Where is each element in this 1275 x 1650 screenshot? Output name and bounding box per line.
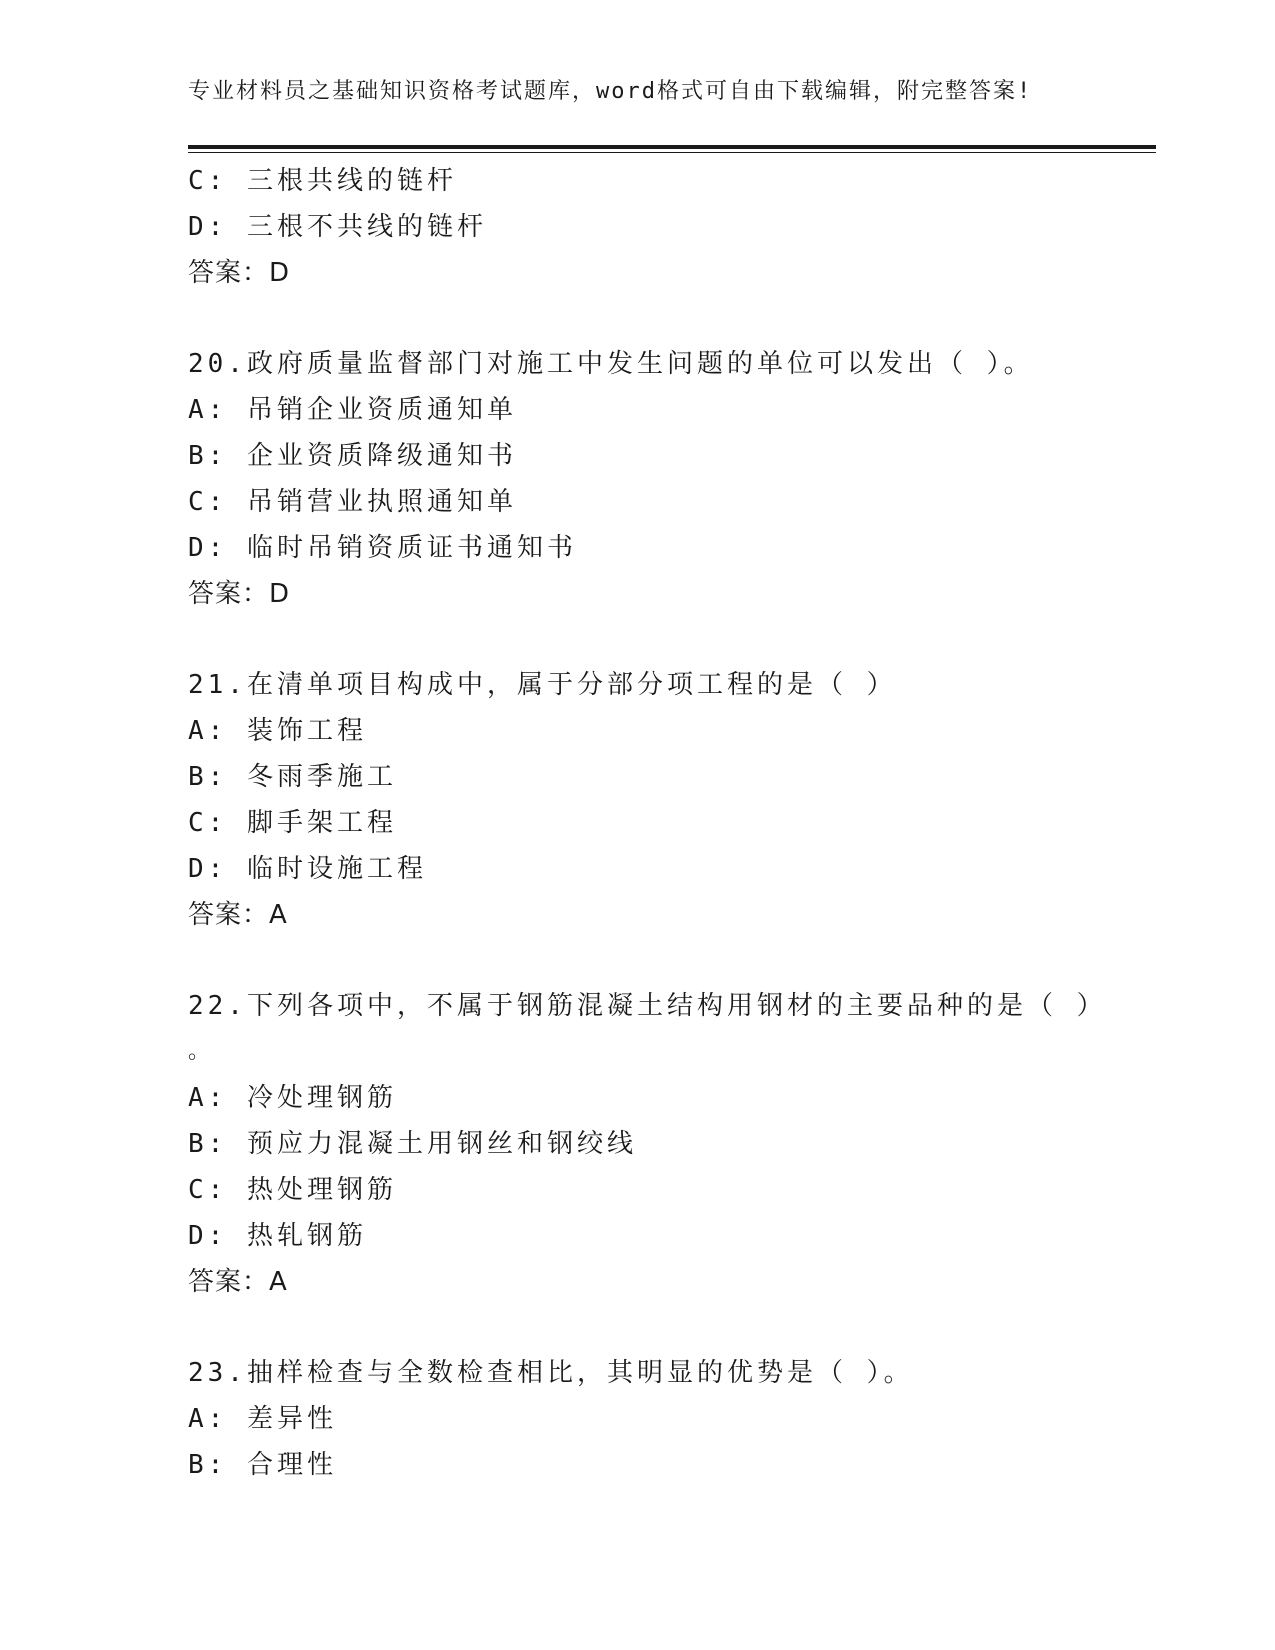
answer-line: 答案：D (188, 258, 291, 288)
question-20-option-d: D: 临时吊销资质证书通知书 (188, 533, 577, 563)
question-21-option-c: C: 脚手架工程 (188, 808, 397, 838)
header-rule-thin (188, 152, 1156, 153)
question-21-option-b: B: 冬雨季施工 (188, 762, 397, 792)
page-header: 专业材料员之基础知识资格考试题库，word格式可自由下载编辑，附完整答案! (188, 79, 1033, 104)
question-23-option-b: B: 合理性 (188, 1450, 337, 1480)
question-21-option-d: D: 临时设施工程 (188, 854, 427, 884)
question-20-option-b: B: 企业资质降级通知书 (188, 441, 517, 471)
question-22-option-a: A: 冷处理钢筋 (188, 1083, 397, 1113)
question-21-stem: 21.在清单项目构成中，属于分部分项工程的是（ ） (188, 670, 897, 700)
question-20-stem: 20.政府质量监督部门对施工中发生问题的单位可以发出（ ）。 (188, 349, 1034, 379)
question-22-answer: 答案：A (188, 1267, 288, 1297)
question-content (188, 158, 1156, 1488)
question-21-answer: 答案：A (188, 900, 288, 930)
question-20-option-c: C: 吊销营业执照通知单 (188, 487, 517, 517)
option-d: D: 三根不共线的链杆 (188, 212, 487, 242)
spacer (188, 938, 1156, 983)
question-22-option-b: B: 预应力混凝土用钢丝和钢绞线 (188, 1129, 637, 1159)
option-c: C: 三根共线的链杆 (188, 166, 457, 196)
question-21-option-a: A: 装饰工程 (188, 716, 367, 746)
question-22-stem-continuation: 。 (188, 1039, 215, 1064)
question-20-option-a: A: 吊销企业资质通知单 (188, 395, 517, 425)
question-20-answer: 答案：D (188, 579, 291, 609)
spacer (188, 617, 1156, 662)
spacer (188, 1305, 1156, 1350)
question-22-stem: 22.下列各项中，不属于钢筋混凝土结构用钢材的主要品种的是（ ） (188, 991, 1107, 1021)
question-23-option-a: A: 差异性 (188, 1404, 337, 1434)
question-23-stem: 23.抽样检查与全数检查相比，其明显的优势是（ ）。 (188, 1358, 914, 1388)
spacer (188, 296, 1156, 341)
question-22-option-d: D: 热轧钢筋 (188, 1221, 367, 1251)
question-22-option-c: C: 热处理钢筋 (188, 1175, 397, 1205)
header-rule-thick (188, 145, 1156, 149)
